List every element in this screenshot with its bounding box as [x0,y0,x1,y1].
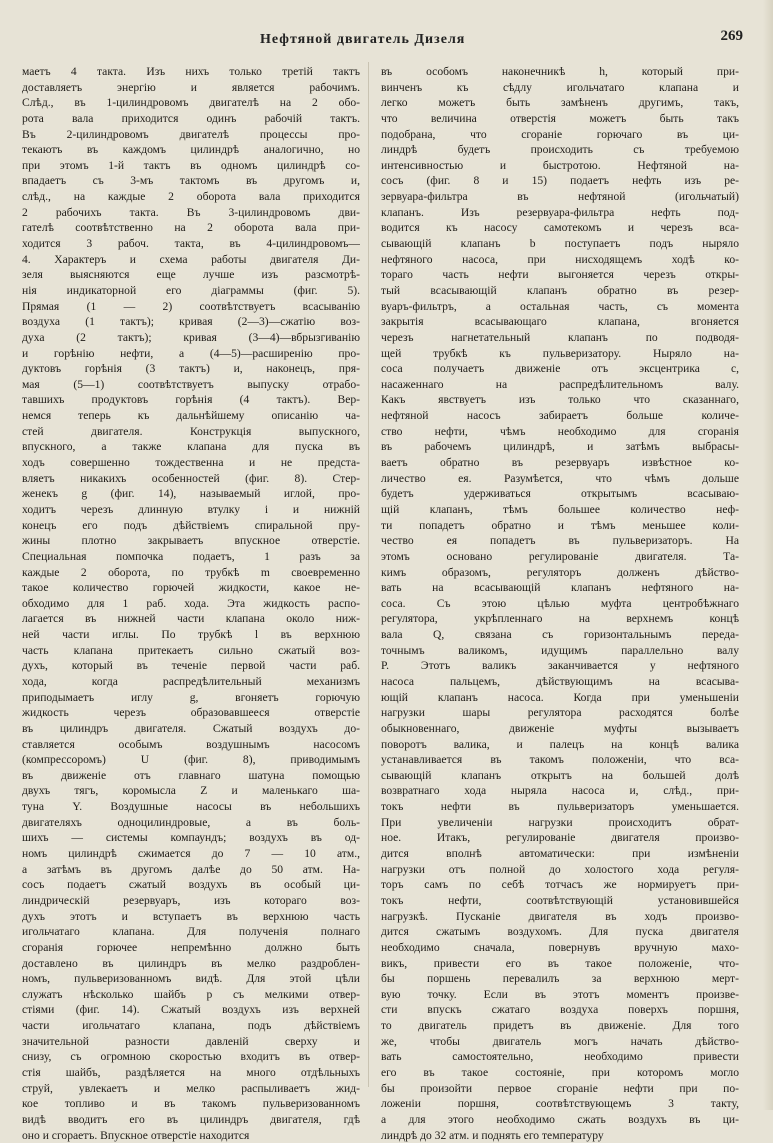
text-line: жидкость черезъ образовавшееся отверстіе [22,706,360,720]
text-line: женекъ g (фиг. 14), называемый иглой, про- [22,487,360,501]
text-line: слѣд., на каждые 2 оборота вала приходится [22,190,360,204]
text-line: вать на всасывающій клапанъ нефтяного на- [381,581,739,595]
text-line: винченъ къ сѣдлу игольчатаго клапана и [381,80,739,94]
text-line: кимъ образомъ, регуляторъ долженъ дѣйство- [381,565,739,579]
text-line: ющій клапанъ насоса. Когда при уменьшеніи [381,690,739,704]
text-line: въ цилиндръ двигателя. Сжатый воздухъ до- [22,721,360,735]
text-line: (компрессоромъ) U (фиг. 8), приводимымъ [22,753,360,767]
text-line: лагается въ нижней части клапана около ниж- [22,612,360,626]
text-line: ставляется особымъ воздушнымъ насосомъ [22,737,360,751]
text-line: каждые 2 оборота, по трубкѣ m своевременно [22,565,360,579]
text-line: ней части иглы. По трубкѣ l въ верхнюю [22,628,360,642]
text-line: сывающій клапанъ b поступаетъ подъ ныряло [381,237,739,251]
text-line: сгоранія горючее непремѣнно должно быть [22,940,360,954]
text-line: чество ея попадетъ въ пульверизаторъ. На [381,534,739,548]
text-line: устанавливается въ такомъ положеніи, что вса- [381,753,739,767]
text-line: струй, увлекаетъ и мелко распыливаетъ жид- [22,1081,360,1095]
text-line: дуктовъ горѣнія (3 тактъ) и, наконецъ, пря- [22,362,360,376]
text-line: доставляетъ энергію и является рабочимъ. [22,80,360,94]
text-line: впускного, а также клапана для пуска въ [22,440,360,454]
text-line: номъ цилиндрѣ сжимается до 7 — 10 атм., [22,847,360,861]
page-number: 269 [720,28,743,44]
text-line: насоса пальцемъ, дѣйствующимъ на всасыва- [381,674,739,688]
text-line: тавшихъ продуктовъ горѣнія (4 тактъ). Вер- [22,393,360,407]
page-header [0,28,773,54]
text-line: жины плотно закрываетъ впускное отверстіе. [22,534,360,548]
running-title: Нефтяной двигатель Дизеля [260,32,466,47]
text-line: торъ самъ по себѣ тотчасъ же нормируетъ при- [381,878,739,892]
text-line: гателѣ соотвѣтственно на 2 оборота вала при- [22,221,360,235]
right-text-column [381,64,739,1143]
text-line: стіями (фиг. 14). Сжатый воздухъ изъ верхней [22,1003,360,1017]
text-line: духъ, который въ теченіе первой части раб. [22,659,360,673]
text-line: немся теперь къ дальнѣйшему описанію ча- [22,409,360,423]
text-line: водится къ насосу самотекомъ и черезъ вса- [381,221,739,235]
text-line: что величина отверстія можетъ быть такъ [381,111,739,125]
text-line: стія шайбъ, раздѣляется на много отдѣльныхъ [22,1066,360,1079]
text-line: соса. Съ этою цѣлью муфта центробѣжнаго [381,596,739,610]
text-line: двигателяхъ одноцилиндровые, а въ боль- [22,815,360,829]
text-line: ложеніи поршня, соотвѣтствующемъ 3 такту, [381,1097,739,1111]
text-line: линдрѣ будетъ происходить съ требуемою [381,143,739,157]
text-line: рота вала приходится одинъ рабочій тактъ. [22,111,360,125]
text-line: тый всасывающій клапанъ обратно въ резер- [381,283,739,297]
text-line: подобрана, что сгораніе горючаго въ ци- [381,127,739,141]
text-line: хода, когда распредѣлительный механизмъ [22,674,360,688]
text-line: поворотъ валика, и палецъ на концѣ валика [381,737,739,751]
column-divider [368,62,369,1087]
text-line: дится вполнѣ автоматически: при измѣненіи [381,847,739,861]
text-line: 2 рабочихъ такта. Въ 3-цилиндровомъ дви- [22,205,360,219]
text-line: Какъ явствуетъ изъ только что сказаннаго, [381,393,739,407]
text-line: оно и сгораетъ. Впускное отверстіе находится [22,1128,250,1142]
text-line: то двигатель придетъ въ движеніе. Для того [381,1019,739,1033]
text-line: Въ 2-цилиндровомъ двигателѣ процессы про- [22,127,360,141]
text-line: части игольчатаго клапана, подъ дѣйствіемъ [22,1019,360,1033]
text-line: Прямая (1 — 2) соотвѣтствуетъ всасыванію [22,299,360,313]
text-line: закрытія всасывающаго клапана, вгоняется [381,315,739,329]
text-line: мая (5—1) соотвѣтствуетъ выпуску отрабо- [22,377,360,391]
text-line: сти впускъ сжатаго воздуха поверхъ поршня, [381,1003,739,1017]
text-line: вляетъ никакихъ особенностей (фиг. 8). Стер- [22,471,360,485]
text-line: соса получаетъ движеніе отъ эксцентрика c, [381,362,739,376]
text-line: При увеличеніи нагрузки происходитъ обрат- [381,815,739,829]
text-line: ство нефти, чѣмъ необходимо для сгоранія [381,424,739,438]
text-line: бы поршень перевалилъ за верхнюю мерт- [381,972,739,986]
text-line: Слѣд., въ 1-цилиндровомъ двигателѣ на 2 обо- [22,96,360,110]
text-line: конецъ его подъ дѣйствіемъ спиральной пру- [22,518,360,532]
left-text-column [22,64,360,1143]
text-line: зеля выясняются еще лучше изъ разсмотрѣ- [22,268,360,282]
text-line: а для этого необходимо сжать воздухъ въ ци- [381,1112,739,1126]
text-line: значительной разности давленій сверху и [22,1034,360,1048]
text-line: ти попадетъ обратно и тѣмъ меньшее коли- [381,518,739,532]
text-line: обыкновеннаго, движеніе муфты вызываетъ [381,721,739,735]
text-line: доставлено въ цилиндръ въ мелко раздроблен- [22,956,360,970]
text-line: ходитъ черезъ длинную втулку i и нижній [22,502,360,516]
text-line: нагрузки шары регулятора расходятся болѣе [381,706,739,720]
text-line: видѣ вводитъ его въ цилиндръ двигателя, гдѣ [22,1112,360,1126]
text-line: впадаетъ съ 3-мъ тактомъ въ другомъ и, [22,174,360,188]
text-line: токъ нефти, соотвѣтствующій установившейся [381,893,739,907]
text-line: нефтяного насоса, при нисходящемъ ходѣ ко- [381,252,739,266]
text-line: викъ, привести его въ такое положеніе, что- [381,956,739,970]
page-edge-shadow [763,0,773,1110]
text-line: возвратнаго хода ныряла насоса и, слѣд., при- [381,784,739,798]
text-line: линдрѣ до 32 атм. и поднять его температуру [381,1128,604,1142]
text-line: Специальная помпочка подаетъ, 1 разъ за [22,549,360,563]
text-line: вую точку. Если въ этотъ моментъ произве- [381,987,739,1001]
text-line: личество ея. Разумѣется, что чѣмъ дольше [381,471,739,485]
text-line: кое топливо и въ такомъ пульверизованномъ [22,1097,360,1111]
text-line: ваетъ обратно въ резервуаръ извѣстное ко- [381,456,739,470]
text-line: точнымъ валикомъ, идущимъ параллельно валу [381,643,739,657]
text-line: клапанъ. Изъ резервуара-фильтра нефть под- [381,205,739,219]
text-line: его въ такое состояніе, при которомъ могло [381,1066,739,1079]
text-line: обходимо для 1 раб. хода. Эта жидкость распо- [22,596,360,610]
text-line: вать самостоятельно, необходимо привести [381,1050,739,1064]
text-line: часть клапана притекаетъ сильно сжатый воз- [22,643,360,657]
text-line: черезъ нагнетательный клапанъ по подводя- [381,330,739,344]
text-line: щій клапанъ, тѣмъ большее количество неф- [381,502,739,516]
text-line: и горѣнію нефти, а (4—5)—расширенію про- [22,346,360,360]
text-line: вала Q, связана съ горизонтальнымъ переда- [381,628,739,642]
text-line: сывающій клапанъ открытъ на большей долѣ [381,768,739,782]
text-line: текаютъ въ каждомъ цилиндрѣ аналогично, но [22,143,360,157]
text-line: въ движеніе отъ главнаго шатуна помощью [22,768,360,782]
text-line: насаженнаго на распредѣлительномъ валу. [381,377,739,391]
text-line: стей двигателя. Конструкція выпускного, [22,424,360,438]
text-line: P. Этотъ валикъ заканчивается у нефтяного [381,659,739,673]
text-line: бы произойти первое сгораніе нефти при по- [381,1081,739,1095]
text-line: необходимо сначала, повернувъ вручную махо- [381,940,739,954]
text-line: въ особомъ наконечникѣ h, который при- [381,65,739,78]
text-line: игольчатаго клапана. Для полученія полнаго [22,925,360,939]
text-line: двухъ тягъ, коромысла Z и маленькаго ша- [22,784,360,798]
text-line: линдрическій резервуаръ, изъ котораго воз- [22,893,360,907]
text-line: нія индикаторной его діаграммы (фиг. 5). [22,283,360,297]
text-line: регулятора, укрѣпленнаго на верхнемъ концѣ [381,612,739,626]
text-line: снизу, съ огромною скоростью входитъ въ отвер- [22,1050,360,1064]
text-line: такое количество горючей жидкости, какое не- [22,581,360,595]
text-line: нефтяной насосъ забираетъ больше количе- [381,409,739,423]
text-line: 4. Характеръ и схема работы двигателя Ди- [22,252,360,266]
text-line: служатъ нѣсколько шайбъ p съ мелкими отвер- [22,987,360,1001]
text-line: сосъ подаетъ сжатый воздухъ въ особый ци- [22,878,360,892]
text-line: туна Y. Воздушные насосы въ небольшихъ [22,800,360,814]
text-line: щей трубкѣ къ пульверизатору. Ныряло на- [381,346,739,360]
text-line: дится сжатымъ воздухомъ. Для пуска двигателя [381,925,739,939]
text-line: номъ, пульверизованномъ видѣ. Для этой цѣли [22,972,360,986]
text-line: зервуара-фильтра въ нефтяной (игольчатый) [381,190,739,204]
text-line: воздуха (1 тактъ); кривая (2—3)—сжатію воз- [22,315,360,329]
text-line: легко можетъ быть замѣненъ другимъ, такъ, [381,96,739,110]
text-line: будетъ удерживаться открытымъ всасываю- [381,487,739,501]
text-line: ходъ совершенно тождественна и не предста- [22,456,360,470]
text-line: а затѣмъ въ другомъ далѣе до 50 атм. На- [22,862,360,876]
text-line: ное. Итакъ, регулированіе двигателя произво- [381,831,739,845]
text-line: вуаръ-фильтръ, а остальная часть, съ момента [381,299,739,313]
text-line: токъ нефти въ пульверизаторъ уменьшается. [381,800,739,814]
text-line: шихъ — системы компаундъ; воздухъ въ од- [22,831,360,845]
text-line: духъ этотъ и вступаетъ въ верхнюю часть [22,909,360,923]
text-line: маетъ 4 такта. Изъ нихъ только третій тактъ [22,65,360,78]
text-line: тораго часть нефти выгоняется черезъ откры- [381,268,739,282]
text-line: ходится 3 рабоч. такта, въ 4-цилиндровомъ— [22,237,360,251]
text-line: при этомъ 1-й тактъ въ одномъ цилиндрѣ со- [22,158,360,172]
text-line: этомъ основано регулированіе двигателя. Та- [381,549,739,563]
text-line: въ рабочемъ цилиндрѣ, и затѣмъ выбрасы- [381,440,739,454]
text-line: приподымаетъ иглу g, вгоняетъ горючую [22,690,360,704]
text-line: же, чтобы двигатель могъ начать дѣйство- [381,1034,739,1048]
text-line: нагрузкѣ. Пусканіе двигателя въ ходъ произво- [381,909,739,923]
text-line: нагрузки отъ полной до холостого хода регуля- [381,862,739,876]
text-line: сосъ (фиг. 8 и 15) подаетъ нефть изъ ре- [381,174,739,188]
text-line: духа (2 тактъ); кривая (3—4)—вбрызгиванію [22,330,360,344]
text-line: интенсивностью и быстротою. Нефтяной на- [381,158,739,172]
